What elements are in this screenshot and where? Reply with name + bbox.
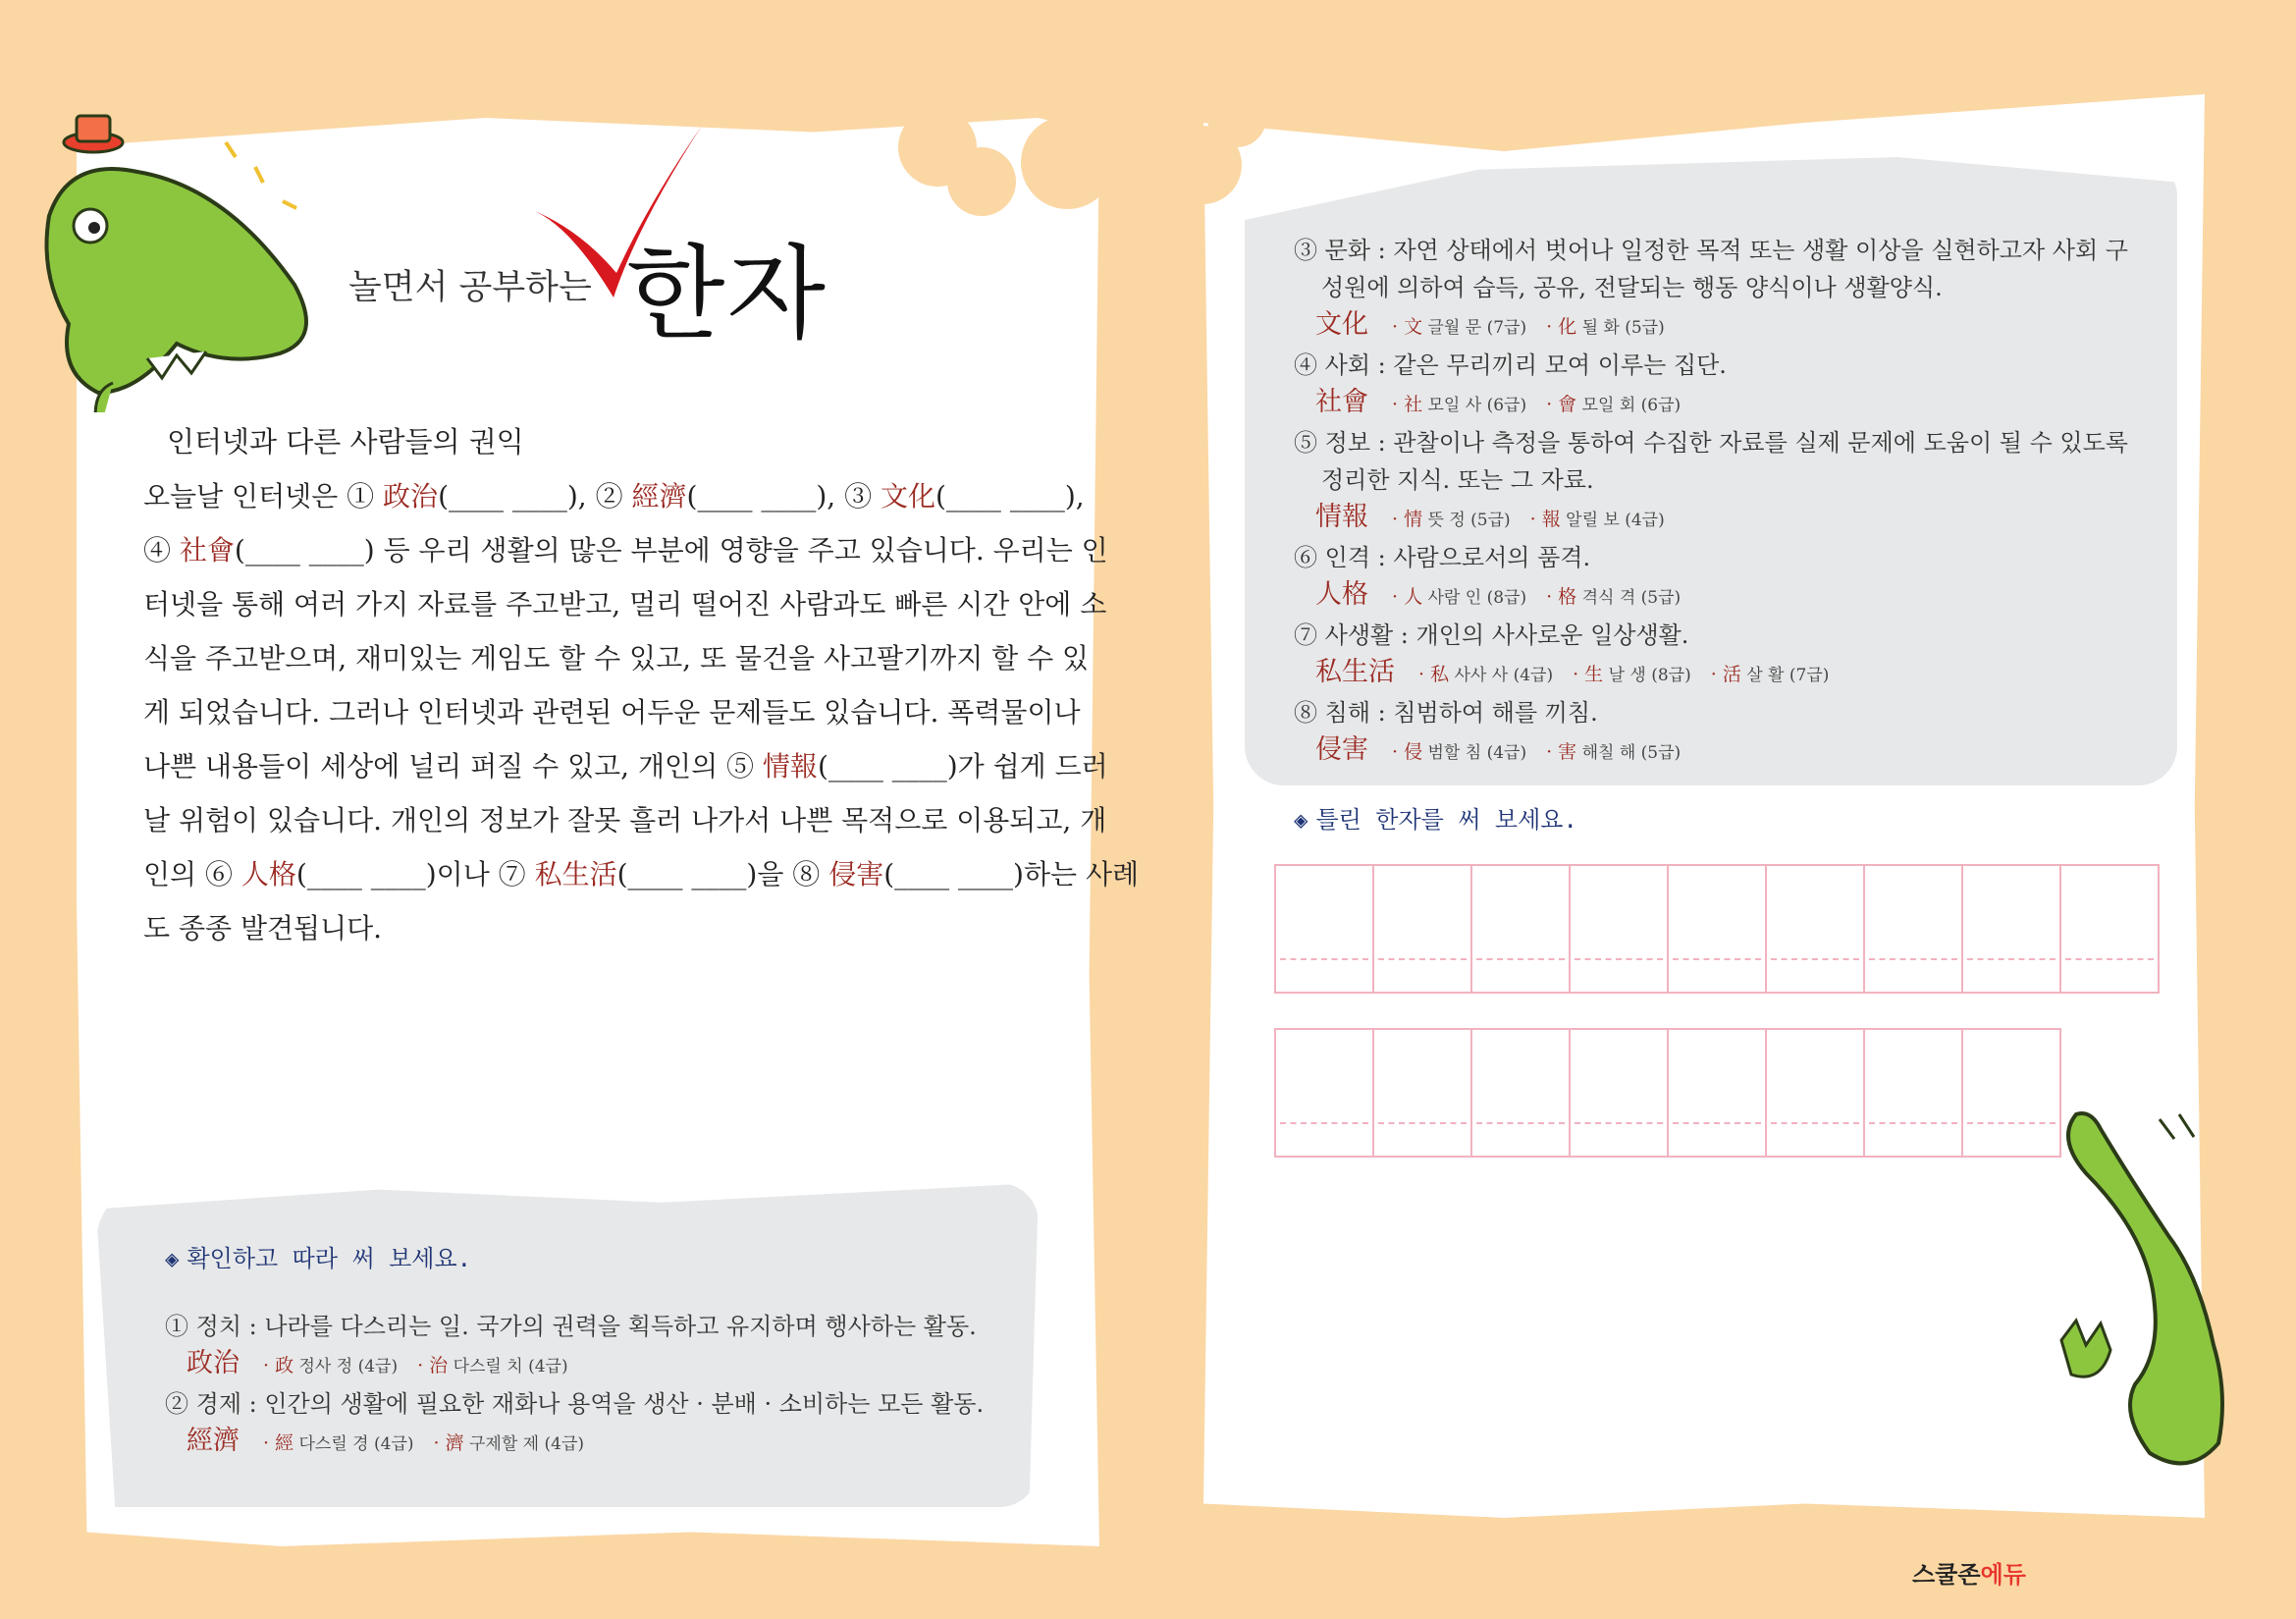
passage-line [143, 901, 1027, 955]
hanja-meaning: 다스릴 치 (4급) [448, 1357, 568, 1376]
hanja-char: · 人 [1392, 586, 1423, 608]
title-subtitle: 놀면서 공부하는 [348, 268, 592, 307]
hanja-char-meaning [1392, 511, 1511, 530]
hanja-meaning: 사사 사 (4급) [1449, 666, 1554, 685]
guide-line [1575, 1122, 1663, 1124]
hanja-breakdown [1294, 654, 2177, 694]
hanja-char: · 害 [1546, 741, 1577, 763]
guide-line [1378, 1122, 1467, 1124]
hanja-meaning: 해칠 해 (5급) [1576, 743, 1682, 763]
dinosaur-tail-illustration [2042, 1100, 2228, 1483]
writing-cell[interactable] [1963, 866, 2061, 992]
definition-text: 성원에 의하여 습득, 공유, 전달되는 행동 양식이나 생활양식. [1321, 274, 1943, 301]
hanja-breakdown [1294, 731, 2177, 772]
hanja-char: · 活 [1710, 664, 1741, 685]
hanja-char-meaning [1392, 396, 1526, 415]
hanja-char-meaning [1546, 396, 1681, 415]
passage-line [143, 739, 1108, 793]
guide-line [1575, 958, 1663, 960]
writing-cell[interactable] [1865, 866, 1963, 992]
hanja-char: · 侵 [1392, 741, 1423, 763]
passage-text-segment: 나쁜 내용들이 세상에 널리 퍼질 수 있고, 개인의 ⑤ [143, 750, 763, 783]
hanja-breakdown [1294, 306, 2177, 347]
guide-line [1280, 1122, 1368, 1124]
writing-cell[interactable] [1669, 866, 1767, 992]
guide-line [1673, 958, 1761, 960]
hanja-term: 政治 [383, 480, 439, 513]
passage-line [143, 577, 1107, 631]
hanja-term: 社會 [179, 534, 235, 567]
writing-cell[interactable] [1571, 1030, 1669, 1156]
bite-mark-2 [947, 147, 1016, 216]
hanja-word: 經濟 [187, 1426, 240, 1456]
passage-text-segment: (____ ____), [935, 480, 1085, 513]
hanja-char: · 政 [263, 1355, 294, 1376]
writing-cell[interactable] [1669, 1030, 1767, 1156]
hanja-char-meaning [1418, 666, 1553, 685]
hanja-breakdown [165, 1423, 1048, 1463]
hanja-meaning: 모일 사 (6급) [1422, 396, 1527, 415]
hanja-word: 人格 [1315, 579, 1368, 610]
definition-text: ⑦ 사생활 : 개인의 사사로운 일상생활. [1294, 621, 1689, 649]
left-definitions [165, 1308, 1048, 1463]
hanja-char-meaning [1546, 588, 1681, 608]
hanja-char-meaning [1392, 318, 1526, 338]
section-title: 인터넷과 다른 사람들의 권익 [167, 425, 524, 459]
hanja-meaning: 뜻 정 (5급) [1422, 511, 1511, 530]
hanja-char-meaning [263, 1434, 414, 1454]
writing-cell[interactable] [1767, 866, 1865, 992]
hanja-term: 人格 [240, 858, 296, 890]
schoolzone-logo [1912, 1555, 2026, 1590]
hanja-meaning: 살 활 (7급) [1740, 666, 1830, 685]
hanja-char: · 生 [1573, 664, 1604, 685]
hanja-word: 政治 [187, 1348, 240, 1378]
hanja-meaning: 다스릴 경 (4급) [294, 1434, 414, 1454]
hanja-char: · 文 [1392, 316, 1423, 338]
passage-text-segment: 터넷을 통해 여러 가지 자료를 주고받고, 멀리 떨어진 사람과도 빠른 시간 안에 소 [143, 588, 1107, 621]
definition-text: ④ 사회 : 같은 무리끼리 모여 이루는 집단. [1294, 351, 1727, 379]
hanja-meaning: 될 화 (5급) [1576, 318, 1665, 338]
guide-line [1476, 1122, 1565, 1124]
writing-cell[interactable] [1767, 1030, 1865, 1156]
hanja-meaning: 격식 격 (5급) [1576, 588, 1682, 608]
diamond-bullet-icon: ◈ [1294, 806, 1308, 834]
hanja-term: 文化 [880, 480, 935, 513]
writing-cell[interactable] [1276, 866, 1374, 992]
left-instruction [165, 1239, 471, 1273]
definition-text: ⑤ 정보 : 관찰이나 측정을 통하여 수집한 자료를 실제 문제에 도움이 될 수 있도록 [1294, 429, 2128, 457]
guide-line [1967, 958, 2056, 960]
definition-text: ① 정치 : 나라를 다스리는 일. 국가의 권력을 획득하고 유지하며 행사하는 활동. [165, 1313, 977, 1340]
hanja-meaning: 모일 회 (6급) [1576, 396, 1682, 415]
passage-text-segment: 날 위험이 있습니다. 개인의 정보가 잘못 흘러 나가서 나쁜 목적으로 이용되고, 개 [143, 804, 1107, 836]
left-instruction-text: 확인하고 따라 써 보세요. [187, 1245, 472, 1272]
hanja-char-meaning [1573, 666, 1691, 685]
dinosaur-head-illustration [29, 98, 334, 412]
hanja-word: 私生活 [1315, 657, 1395, 687]
guide-line [1869, 958, 1957, 960]
right-definitions [1294, 232, 2177, 772]
hanja-meaning: 정사 정 (4급) [294, 1357, 399, 1376]
hanja-breakdown [1294, 499, 2177, 539]
hanja-char: · 經 [263, 1432, 294, 1454]
writing-cell[interactable] [1276, 1030, 1374, 1156]
writing-cell[interactable] [1374, 1030, 1472, 1156]
hanja-char-meaning [1711, 666, 1830, 685]
hanja-meaning: 구제할 제 (4급) [463, 1434, 584, 1454]
hanja-meaning: 범할 침 (4급) [1422, 743, 1527, 763]
passage-line [143, 631, 1090, 685]
hanja-char-meaning [1392, 743, 1526, 763]
hanja-char: · 社 [1392, 394, 1423, 415]
passage-line [143, 685, 1081, 739]
hanja-word: 文化 [1315, 309, 1368, 340]
passage-text [143, 469, 1140, 955]
passage-text-segment: (____ ____)을 ⑧ [616, 858, 829, 890]
hanja-term: 經濟 [631, 480, 687, 513]
hanja-breakdown [1294, 576, 2177, 617]
passage-text-segment: 인의 ⑥ [143, 858, 241, 890]
writing-cell[interactable] [1472, 1030, 1571, 1156]
hanja-meaning: 글월 문 (7급) [1422, 318, 1527, 338]
hanja-breakdown [165, 1345, 1048, 1385]
hanja-char-meaning [263, 1357, 398, 1376]
passage-text-segment: ④ [143, 534, 180, 567]
hanja-word: 社會 [1315, 387, 1368, 417]
right-instruction [1294, 800, 1577, 835]
hanja-char-meaning [1530, 511, 1665, 530]
writing-grid-row-1 [1274, 864, 2160, 994]
hanja-char: · 格 [1546, 586, 1577, 608]
hanja-breakdown [1294, 384, 2177, 424]
hanja-char-meaning [417, 1357, 568, 1376]
hanja-char: · 治 [417, 1355, 449, 1376]
passage-line [143, 847, 1140, 901]
hanja-char: · 濟 [433, 1432, 464, 1454]
passage-text-segment: 게 되었습니다. 그러나 인터넷과 관련된 어두운 문제들도 있습니다. 폭력물이나 [143, 696, 1081, 729]
definition-text: ③ 문화 : 자연 상태에서 벗어나 일정한 목적 또는 생활 이상을 실현하고자 사회 구 [1294, 237, 2128, 264]
guide-line [1869, 1122, 1957, 1124]
definition-text: ⑧ 침해 : 침범하여 해를 끼침. [1294, 699, 1598, 727]
hanja-char: · 化 [1546, 316, 1577, 338]
definition-text: ② 경제 : 인간의 생활에 필요한 재화나 용역을 생산 · 분배 · 소비하는 모든 활동. [165, 1390, 985, 1418]
passage-text-segment: (____ ____), ③ [686, 480, 881, 513]
guide-line [1673, 1122, 1761, 1124]
passage-text-segment: 오늘날 인터넷은 ① [143, 480, 384, 513]
hanja-term: 私生活 [534, 858, 617, 890]
hanja-char: · 報 [1529, 509, 1561, 530]
bite-mark-6 [1207, 88, 1266, 147]
hanja-char-meaning [1392, 588, 1526, 608]
passage-text-segment: (____ ____)이나 ⑦ [295, 858, 535, 890]
guide-line [1771, 958, 1859, 960]
hanja-char-meaning [434, 1434, 585, 1454]
passage-text-segment: 도 종종 발견됩니다. [143, 912, 383, 944]
passage-text-segment: (____ ____)하는 사례 [883, 858, 1140, 890]
logo-main: 스쿨존 [1912, 1561, 1981, 1589]
logo-accent: 에듀 [1980, 1561, 2026, 1589]
passage-line [143, 469, 1085, 523]
writing-grid-row-2 [1274, 1028, 2061, 1158]
page-title: 한자 [626, 234, 828, 353]
writing-cell[interactable] [1472, 866, 1571, 992]
guide-line [1771, 1122, 1859, 1124]
hanja-word: 情報 [1315, 502, 1368, 532]
hanja-char-meaning [1546, 318, 1665, 338]
passage-text-segment: 식을 주고받으며, 재미있는 게임도 할 수 있고, 또 물건을 사고팔기까지 할 수 있 [143, 642, 1090, 675]
writing-cell[interactable] [1865, 1030, 1963, 1156]
hanja-char-meaning [1546, 743, 1681, 763]
passage-text-segment: (____ ____) 등 우리 생활의 많은 부분에 영향을 주고 있습니다. 우리는 인 [234, 534, 1108, 567]
hanja-term: 情報 [762, 750, 818, 783]
writing-cell[interactable] [1374, 866, 1472, 992]
hanja-word: 侵害 [1315, 734, 1368, 765]
diamond-bullet-icon: ◈ [165, 1245, 180, 1272]
hanja-meaning: 날 생 (8급) [1603, 666, 1691, 685]
hanja-char: · 會 [1546, 394, 1577, 415]
hanja-char: · 私 [1418, 664, 1450, 685]
guide-line [2065, 958, 2154, 960]
hanja-char: · 情 [1392, 509, 1423, 530]
right-instruction-text: 틀린 한자를 써 보세요. [1315, 806, 1577, 834]
definition-text: ⑥ 인격 : 사람으로서의 품격. [1294, 544, 1591, 571]
writing-cell[interactable] [1571, 866, 1669, 992]
guide-line [1280, 958, 1368, 960]
hanja-meaning: 알릴 보 (4급) [1560, 511, 1665, 530]
passage-line [143, 523, 1108, 577]
guide-line [1378, 958, 1467, 960]
guide-line [1476, 958, 1565, 960]
passage-text-segment: (____ ____), ② [438, 480, 632, 513]
hanja-meaning: 사람 인 (8급) [1422, 588, 1527, 608]
writing-cell[interactable] [2061, 866, 2158, 992]
passage-text-segment: (____ ____)가 쉽게 드러 [817, 750, 1108, 783]
passage-line [143, 793, 1107, 847]
hanja-term: 侵害 [828, 858, 884, 890]
definition-text: 정리한 지식. 또는 그 자료. [1321, 466, 1594, 494]
